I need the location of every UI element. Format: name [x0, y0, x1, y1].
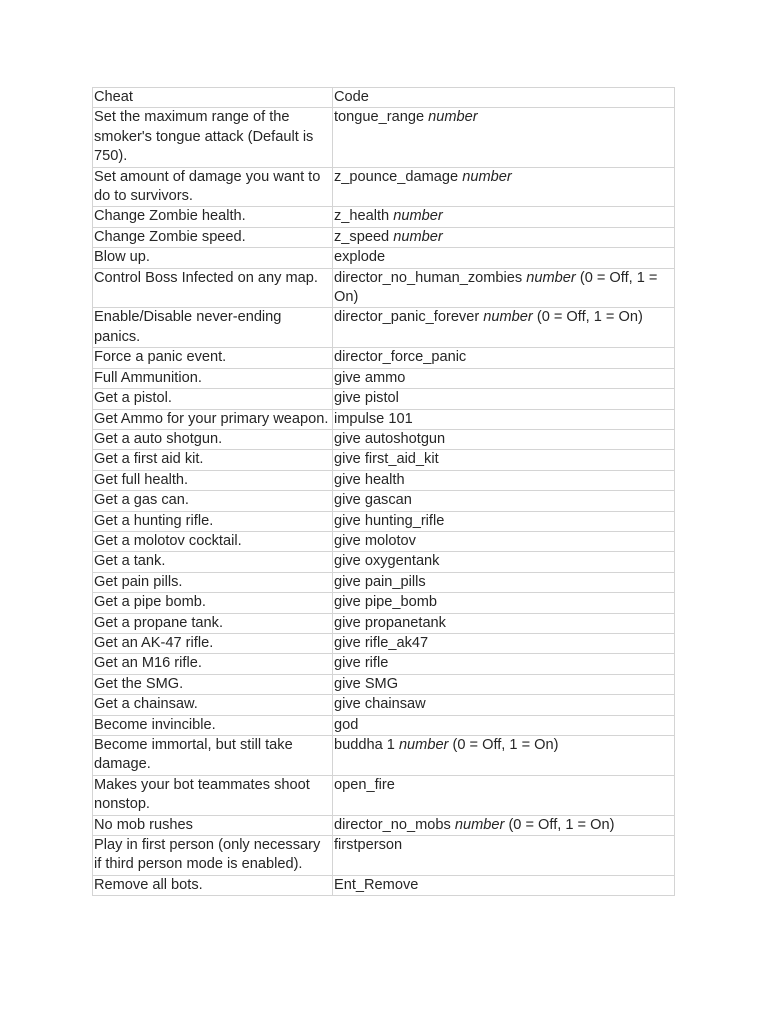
code-command: give pistol	[334, 390, 399, 407]
table-row	[93, 531, 675, 551]
code-command: buddha 1	[334, 737, 395, 753]
cheat-description: Remove all bots.	[93, 875, 333, 895]
cheat-description: Get a hunting rifle.	[93, 511, 333, 531]
cheat-code-cell	[333, 654, 675, 674]
cheat-code-cell	[333, 409, 675, 429]
code-command: open_fire	[334, 776, 395, 793]
cheat-description: Get the SMG.	[93, 674, 333, 694]
cheat-code-table	[92, 87, 675, 896]
cheat-code-cell	[333, 613, 675, 633]
table-row	[93, 108, 675, 167]
code-command: z_health	[334, 208, 390, 225]
code-command: firstperson	[334, 837, 403, 854]
table-row	[93, 227, 675, 247]
table-row	[93, 409, 675, 429]
code-command: tongue_range	[334, 109, 425, 126]
code-value-note: (0 = Off, 1 = On)	[508, 816, 615, 833]
table-row	[93, 633, 675, 653]
cheat-code-cell	[333, 308, 675, 348]
table-row	[93, 674, 675, 694]
table-row	[93, 736, 675, 776]
code-value-note: (0 = Off, 1 = On)	[334, 269, 658, 306]
code-command: give ammo	[334, 369, 406, 386]
table-row	[93, 207, 675, 227]
cheat-code-cell	[333, 674, 675, 694]
table-row	[93, 593, 675, 613]
table-row	[93, 552, 675, 572]
table-row	[93, 268, 675, 308]
table-row	[93, 875, 675, 895]
table-row	[93, 572, 675, 592]
cheat-code-cell	[333, 572, 675, 592]
cheat-description: Get full health.	[93, 470, 333, 490]
code-argument: number	[526, 269, 576, 286]
cheat-description: Control Boss Infected on any map.	[93, 268, 333, 308]
cheat-description: Get a first aid kit.	[93, 450, 333, 470]
table-row	[93, 715, 675, 735]
code-command: explode	[334, 249, 386, 266]
table-row	[93, 654, 675, 674]
code-command: give rifle_ak47	[334, 634, 429, 651]
cheat-code-cell	[333, 167, 675, 207]
cheat-code-cell	[333, 775, 675, 815]
cheat-code-cell	[333, 491, 675, 511]
cheat-code-cell	[333, 470, 675, 490]
table-row	[93, 429, 675, 449]
cheat-code-cell	[333, 248, 675, 268]
cheat-description: Change Zombie health.	[93, 207, 333, 227]
cheat-code-cell	[333, 429, 675, 449]
code-command: give pipe_bomb	[334, 594, 438, 611]
code-command: god	[334, 716, 359, 733]
cheat-description: Get a pipe bomb.	[93, 593, 333, 613]
code-command: give hunting_rifle	[334, 512, 445, 529]
cheat-description: No mob rushes	[93, 815, 333, 835]
cheat-code-cell	[333, 348, 675, 368]
code-argument: number	[428, 109, 478, 126]
cheat-description: Force a panic event.	[93, 348, 333, 368]
code-command: director_panic_forever	[334, 309, 480, 326]
cheat-code-cell	[333, 450, 675, 470]
cheat-description: Get a propane tank.	[93, 613, 333, 633]
code-argument: number	[393, 228, 443, 245]
cheat-description: Change Zombie speed.	[93, 227, 333, 247]
code-command: give molotov	[334, 532, 416, 549]
cheat-description: Get a pistol.	[93, 389, 333, 409]
code-command: give autoshotgun	[334, 430, 446, 447]
table-row	[93, 491, 675, 511]
table-row	[93, 308, 675, 348]
cheat-description: Makes your bot teammates shoot nonstop.	[93, 775, 333, 815]
code-command: give chainsaw	[334, 696, 426, 713]
cheat-description: Blow up.	[93, 248, 333, 268]
cheat-description: Full Ammunition.	[93, 368, 333, 388]
cheat-description: Set amount of damage you want to do to survivors.	[93, 167, 333, 207]
cheat-code-cell	[333, 368, 675, 388]
table-row	[93, 775, 675, 815]
cheat-description: Get a auto shotgun.	[93, 429, 333, 449]
cheat-description: Become invincible.	[93, 715, 333, 735]
code-command: Ent_Remove	[334, 876, 419, 893]
code-command: give rifle	[334, 655, 389, 672]
cheat-description: Get a gas can.	[93, 491, 333, 511]
cheat-description: Set the maximum range of the smoker's tongue attack (Default is 750).	[93, 108, 333, 167]
table-header-row	[93, 88, 675, 108]
table-body	[93, 88, 675, 896]
cheat-description: Enable/Disable never-ending panics.	[93, 308, 333, 348]
cheat-code-cell	[333, 552, 675, 572]
code-argument: number	[483, 309, 533, 326]
table-row	[93, 815, 675, 835]
code-command: z_pounce_damage	[334, 168, 459, 185]
code-command: director_no_human_zombies	[334, 269, 523, 286]
header-code: Code	[333, 88, 675, 108]
code-argument: number	[454, 816, 505, 833]
code-command: director_force_panic	[334, 349, 467, 366]
header-cheat: Cheat	[93, 88, 333, 108]
table-row	[93, 389, 675, 409]
code-argument: number	[398, 737, 449, 753]
table-row	[93, 167, 675, 207]
code-value-note: (0 = Off, 1 = On)	[536, 309, 643, 326]
cheat-code-cell	[333, 875, 675, 895]
cheat-code-cell	[333, 227, 675, 247]
cheat-code-cell	[333, 207, 675, 227]
cheat-description: Get pain pills.	[93, 572, 333, 592]
code-command: give SMG	[334, 675, 399, 692]
code-command: give propanetank	[334, 614, 446, 631]
cheat-description: Get a molotov cocktail.	[93, 531, 333, 551]
code-command: z_speed	[334, 228, 390, 245]
cheat-description: Get Ammo for your primary weapon.	[93, 409, 333, 429]
cheat-code-cell	[333, 715, 675, 735]
cheat-code-cell	[333, 389, 675, 409]
cheat-code-cell	[333, 268, 675, 308]
code-command: give oxygentank	[334, 553, 440, 570]
cheat-description: Become immortal, but still take damage.	[93, 736, 333, 776]
code-value-note: (0 = Off, 1 = On)	[452, 737, 559, 753]
cheat-code-cell	[333, 511, 675, 531]
table-row	[93, 470, 675, 490]
table-row	[93, 836, 675, 876]
cheat-description: Get a tank.	[93, 552, 333, 572]
table-row	[93, 368, 675, 388]
cheat-code-cell	[333, 633, 675, 653]
cheat-code-cell	[333, 108, 675, 167]
cheat-code-cell	[333, 815, 675, 835]
cheat-description: Play in first person (only necessary if third person mode is enabled).	[93, 836, 333, 876]
cheat-description: Get an M16 rifle.	[93, 654, 333, 674]
cheat-description: Get an AK-47 rifle.	[93, 633, 333, 653]
code-command: director_no_mobs	[334, 816, 451, 833]
cheat-code-cell	[333, 695, 675, 715]
table-row	[93, 695, 675, 715]
code-argument: number	[393, 208, 443, 225]
code-command: give first_aid_kit	[334, 451, 439, 468]
table-row	[93, 248, 675, 268]
cheat-description: Get a chainsaw.	[93, 695, 333, 715]
table-row	[93, 348, 675, 368]
code-command: give health	[334, 471, 405, 488]
code-command: impulse 101	[334, 410, 413, 427]
code-command: give gascan	[334, 492, 412, 509]
table-row	[93, 450, 675, 470]
cheat-code-cell	[333, 736, 675, 776]
code-argument: number	[462, 168, 512, 185]
cheat-code-cell	[333, 836, 675, 876]
code-command: give pain_pills	[334, 573, 426, 590]
table-row	[93, 511, 675, 531]
cheat-code-cell	[333, 593, 675, 613]
table-row	[93, 613, 675, 633]
cheat-code-cell	[333, 531, 675, 551]
